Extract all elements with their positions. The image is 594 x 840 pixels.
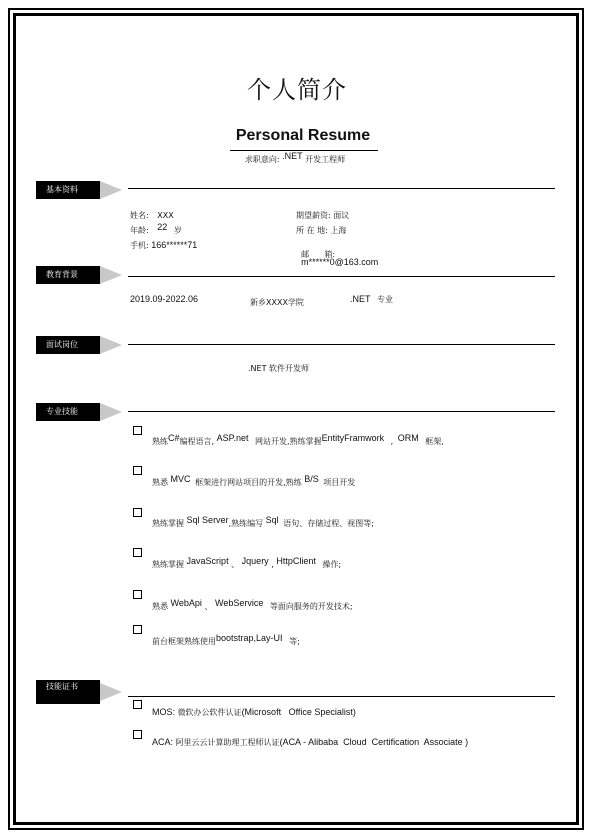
skill-text: 熟练 — [152, 437, 168, 446]
skill-term: B/S — [304, 474, 319, 484]
cert-code: MOS: — [152, 707, 176, 717]
age-label: 年龄: — [130, 226, 149, 235]
email-value: m******0@163.com — [301, 257, 379, 267]
skill-term: Sql Server — [186, 515, 229, 525]
skill-term: EntityFramwork — [321, 433, 385, 443]
skill-term: ASP.net — [216, 433, 249, 443]
skill-checkbox — [133, 466, 142, 475]
section-header-fold — [100, 266, 122, 284]
skill-term: Sql — [265, 515, 279, 525]
section-header-basic: 基本资料 — [36, 181, 100, 199]
section-header-fold — [100, 403, 122, 421]
skill-text: , — [390, 437, 394, 446]
skill-text: , — [271, 560, 274, 569]
skill-checkbox — [133, 625, 142, 634]
education-major — [350, 294, 393, 305]
skill-term: C# — [168, 433, 180, 443]
skill-checkbox — [133, 508, 142, 517]
skill-term: HttpClient — [276, 556, 316, 566]
skill-term: ORM — [397, 433, 419, 443]
section-divider — [128, 344, 555, 345]
phone-label: 手机: — [130, 241, 149, 250]
skill-text: 等; — [289, 637, 300, 646]
skill-checkbox — [133, 548, 142, 557]
cert-item — [152, 737, 468, 748]
skill-text: 前台框架熟练使用 — [152, 637, 216, 646]
cert-checkbox — [133, 700, 142, 709]
job-intent-tech: .NET — [282, 151, 303, 161]
education-school: 新乡XXXX学院 — [250, 298, 304, 307]
section-header-certs: 技能证书 — [36, 680, 100, 704]
job-intent-role: 开发工程师 — [305, 155, 346, 164]
skill-item — [152, 474, 356, 488]
field-salary — [296, 210, 349, 221]
position-text: .NET 软件开发师 — [248, 364, 310, 373]
field-location — [296, 225, 346, 236]
section-header-education: 教育背景 — [36, 266, 100, 284]
skill-item — [152, 633, 300, 647]
major-tech: .NET — [350, 294, 371, 304]
skill-item — [152, 556, 342, 570]
field-email — [296, 240, 378, 270]
skill-text: 项目开发 — [323, 478, 356, 487]
salary-value: 面议 — [333, 211, 350, 220]
title-chinese: 个人简介 — [247, 76, 347, 104]
skill-text: 框架进行网站项目的开发,熟练 — [195, 478, 302, 487]
cert-checkbox — [133, 730, 142, 739]
cert-name: 微软办公软件认证 — [177, 708, 242, 717]
cert-english: (Microsoft Office Specialist) — [241, 707, 356, 717]
education-period: 2019.09-2022.06 — [130, 294, 199, 304]
phone-value: 166******71 — [151, 240, 198, 250]
skill-term: MVC — [170, 474, 191, 484]
field-phone — [130, 240, 197, 251]
email-label: 邮 箱: — [301, 250, 336, 259]
skill-text: 操作; — [322, 560, 342, 569]
field-age — [130, 222, 182, 236]
skill-checkbox — [133, 590, 142, 599]
skill-term: JavaScript — [186, 556, 229, 566]
skill-text: 框架, — [425, 437, 444, 446]
section-header-fold — [100, 181, 122, 199]
skill-text: 、 — [204, 602, 213, 611]
skill-text: 语句、存储过程、视图等; — [283, 519, 374, 528]
cert-code: ACA: — [152, 737, 174, 747]
salary-label: 期望薪资: — [296, 211, 331, 220]
skill-text: 网站开发,熟练掌握 — [255, 437, 322, 446]
skill-term: Jquery — [241, 556, 269, 566]
job-intent — [0, 151, 590, 165]
name-label: 姓名: — [130, 211, 149, 220]
section-header-fold — [100, 683, 122, 701]
age-value: 22 — [157, 222, 168, 232]
skill-text: 熟练掌握 — [152, 519, 184, 528]
section-divider — [128, 696, 555, 697]
section-header-skills: 专业技能 — [36, 403, 100, 421]
skill-text: 熟练掌握 — [152, 560, 184, 569]
skill-text: 、 — [231, 560, 240, 569]
cert-item — [152, 707, 356, 718]
skill-term: bootstrap,Lay-UI — [216, 633, 283, 643]
skill-item — [152, 598, 353, 612]
skill-text: 编程语言, — [179, 437, 215, 446]
section-header-position: 面试岗位 — [36, 336, 100, 354]
skill-item — [152, 433, 444, 447]
field-name — [130, 210, 174, 221]
name-value: XXX — [157, 211, 174, 220]
major-suffix: 专业 — [377, 295, 394, 304]
age-unit: 岁 — [173, 226, 182, 235]
skill-text: ,熟练编写 — [228, 519, 264, 528]
job-intent-label: 求职意向: — [244, 155, 280, 164]
skill-item — [152, 515, 374, 529]
skill-term: WebApi — [170, 598, 202, 608]
skill-term: WebService — [215, 598, 264, 608]
skill-text: 熟悉 — [152, 602, 168, 611]
location-value: 上海 — [330, 226, 347, 235]
section-header-fold — [100, 336, 122, 354]
title-underline — [230, 150, 378, 151]
skill-text: 等面向服务的开发技术; — [269, 602, 353, 611]
section-divider — [128, 276, 555, 277]
title-english: Personal Resume — [235, 127, 371, 144]
location-label: 所 在 地: — [296, 226, 328, 235]
skill-text: 熟悉 — [152, 478, 168, 487]
section-divider — [128, 188, 555, 189]
section-divider — [128, 411, 555, 412]
cert-english: (ACA - Alibaba Cloud Certification Associate ) — [279, 737, 469, 747]
cert-name: 阿里云云计算助理工程师认证 — [175, 738, 280, 747]
skill-checkbox — [133, 426, 142, 435]
